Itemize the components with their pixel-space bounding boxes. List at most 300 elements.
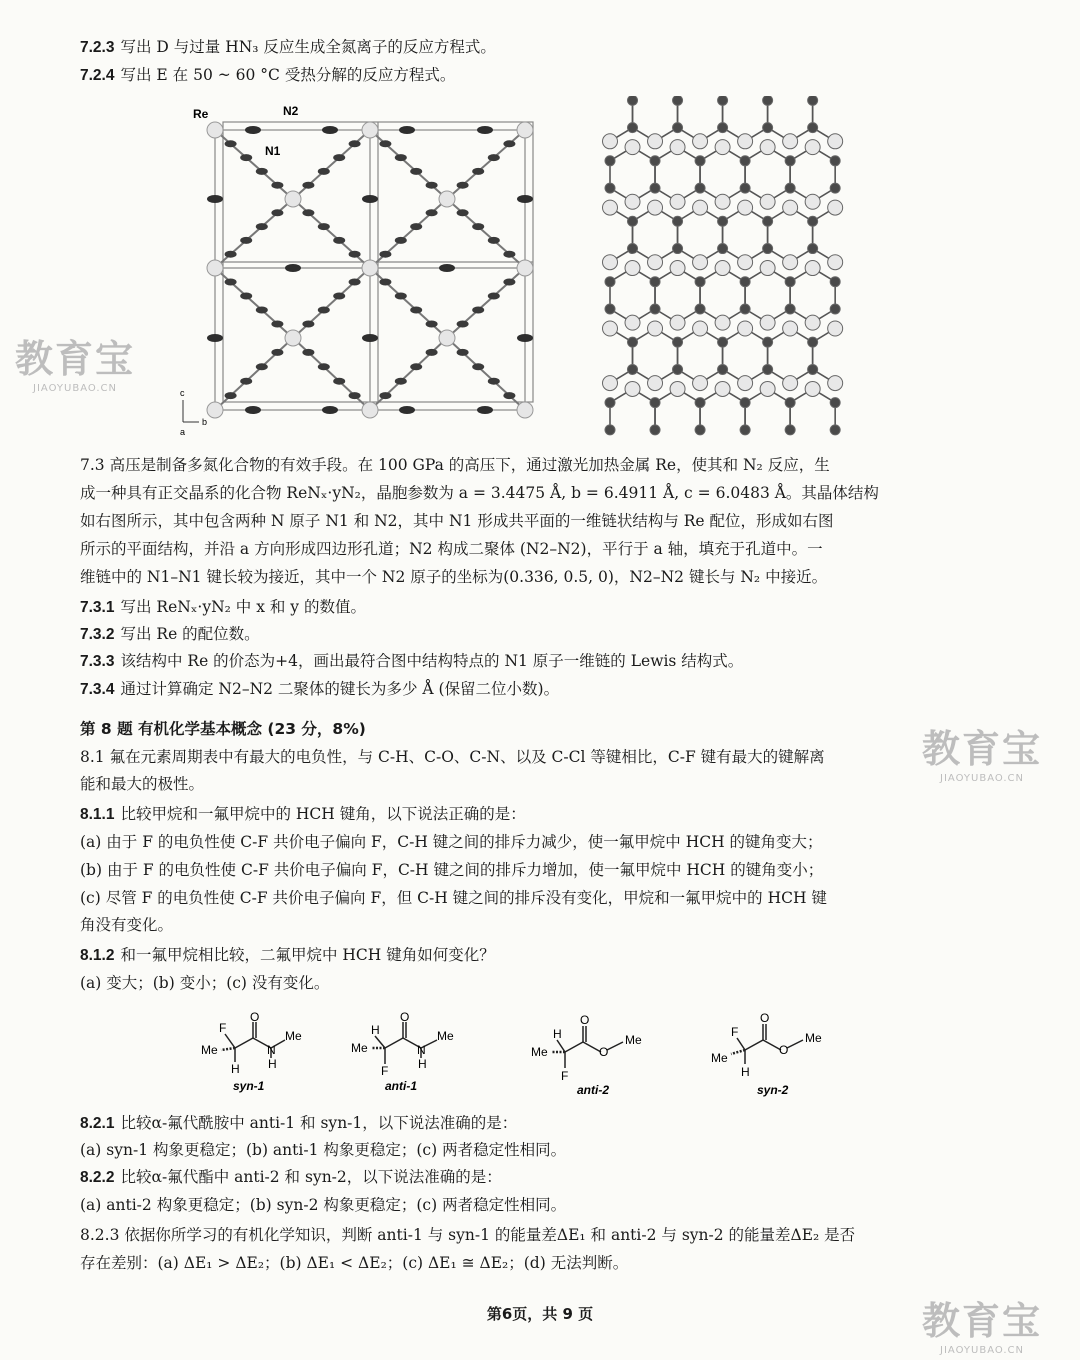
atom-me: Me [437,1029,454,1043]
n1-atom [472,307,484,314]
n1-chain-bond [293,268,370,338]
label-n2: N2 [283,104,299,118]
re-atom [805,381,820,396]
page-footer: 第6页，共 9 页 [486,1305,594,1323]
n1-atom [225,140,237,147]
options-8-2-2: (a) anti-2 构象更稳定；(b) syn-2 构象更稳定；(c) 两者稳定性相同。 [80,1196,567,1214]
n2-dimer [517,334,533,342]
watermark-text: 教育宝 [922,727,1043,771]
n1-atom [410,223,422,230]
n1-atom [605,304,615,314]
question-8-1-2 [80,942,985,969]
n1-atom [628,123,638,133]
re-atom [783,134,798,149]
n1-chain-bond [447,338,525,410]
n1-atom [673,123,683,133]
n1-atom [503,392,515,399]
n2-dimer [207,195,223,203]
n1-atom [488,378,500,385]
re-atom [285,330,301,346]
n1-atom [457,182,469,189]
n1-atom [650,183,660,193]
n1-atom [256,168,268,175]
para-7-3-line-3: 如右图所示，其中包含两种 N 原子 N1 和 N2，其中 N1 形成共平面的一维链状结构与 Re 配位，形成如右图 [80,512,834,530]
re-atom [805,140,820,155]
re-atom [693,376,708,391]
n1-chain-bond [370,130,447,199]
atom-me: Me [805,1031,822,1045]
molecule-name-syn-1: syn-1 [233,1079,265,1093]
watermark-left [15,328,135,394]
axis-b-label: b [202,417,208,427]
n1-atom [333,293,345,300]
re-atom [517,402,533,418]
n2-dimer [245,126,261,134]
re-atom [517,122,533,138]
atom-o: O [779,1043,789,1057]
axis-indicator [180,388,207,437]
question-text: 和一氟甲烷相比较，二氟甲烷中 HCH 键角如何变化？ [120,946,495,964]
atom-me: Me [285,1029,302,1043]
atom-o: O [400,1010,410,1024]
re-atom [738,321,753,336]
question-8-2-3-line-2: 存在差别：(a) ΔE₁ > ΔE₂；(b) ΔE₁ < ΔE₂；(c) ΔE₁ ≅ ΔE₂；(d) 无法判断。 [80,1254,629,1272]
n1-atom [318,307,330,314]
re-atom [828,134,843,149]
n1-chain-bond [215,268,293,338]
atom-h: H [553,1027,562,1041]
n1-atom [650,156,660,166]
n1-atom [271,349,283,356]
n2-dimer [322,126,338,134]
n1-atom [503,279,515,286]
re-atom [603,376,618,391]
re-atom [828,200,843,215]
re-atom [693,321,708,336]
n1-atom [785,398,795,408]
re-atom [207,260,223,276]
n1-atom [830,277,840,287]
n1-atom [740,156,750,166]
question-7-2-4 [80,62,985,89]
re-atom [828,255,843,270]
re-atom [738,255,753,270]
question-text: 写出 E 在 50 ~ 60 °C 受热分解的反应方程式。 [120,66,456,84]
question-7-3-4 [80,676,985,703]
re-atom [670,140,685,155]
atom-o: O [599,1045,609,1059]
molecule-syn-1 [201,1010,302,1093]
n1-atom [695,156,705,166]
option-8-1-1-c-cont: 角没有变化。 [80,916,174,934]
n1-chain-bond [293,338,370,410]
n1-atom [240,293,252,300]
re-atom [603,321,618,336]
re-atom [625,194,640,209]
re-atom [760,261,775,276]
re-atom [693,134,708,149]
question-number: 7.2.3 [80,39,115,56]
n1-atom [785,277,795,287]
question-number: 7.3.2 [80,626,115,643]
label-n1: N1 [265,144,281,158]
n1-atom [472,363,484,370]
option-8-1-1-c: (c) 尽管 F 的电负性使 C-F 共价电子偏向 F，但 C-H 键之间的排斥没有变化，甲烷和一氟甲烷中的 HCH 键 [80,889,827,907]
question-text: 写出 Re 的配位数。 [120,625,260,643]
re-atom [207,402,223,418]
watermark-url: JIAOYUBAO.CN [940,773,1024,784]
n2-dimer [285,264,301,272]
label-re: Re [193,107,209,121]
n1-atom [650,398,660,408]
options-8-2-1: (a) syn-1 构象更稳定；(b) anti-1 构象更稳定；(c) 两者稳定性相同。 [80,1141,567,1159]
question-text: 比较α-氟代酰胺中 anti-1 和 syn-1，以下说法准确的是： [120,1114,518,1132]
n1-chain-bond [370,338,447,410]
n1-atom [808,123,818,133]
n1-atom [488,293,500,300]
para-8-1-line-1: 8.1 氟在元素周期表中有最大的电负性，与 C-H、C-O、C-N、以及 C-Cl 等键相比，C-F 键有最大的键解离 [80,748,825,766]
re-atom [648,376,663,391]
n1-atom [605,183,615,193]
n1-atom [808,244,818,254]
atom-me: Me [351,1041,368,1055]
n2-dimer [439,264,455,272]
atom-h: H [231,1062,240,1076]
para-7-3-line-1: 7.3 高压是制备多氮化合物的有效手段。在 100 GPa 的高压下，通过激光加热金属 Re，使其和 N₂ 反应，生 [80,456,830,474]
re-atom [648,255,663,270]
n1-atom [740,183,750,193]
crystal-structure-figure [175,100,540,440]
re-atom [362,260,378,276]
atom-me: Me [625,1033,642,1047]
re-atom [715,381,730,396]
question-text: 比较甲烷和一氟甲烷中的 HCH 键角，以下说法正确的是： [120,805,526,823]
n1-chain-bond [370,199,447,268]
n1-atom [605,156,615,166]
n1-atom [379,392,391,399]
n1-atom [808,337,818,347]
n1-atom [673,364,683,374]
n1-atom [395,378,407,385]
n1-atom [695,425,705,435]
n2-dimer [362,195,378,203]
question-8-2-3-line-1: 8.2.3 依据你所学习的有机化学知识，判断 anti-1 与 syn-1 的能量差ΔE₁ 和 anti-2 与 syn-2 的能量差ΔE₂ 是否 [80,1226,856,1244]
re-atom [285,191,301,207]
question-7-3-2 [80,621,985,648]
n1-atom [302,182,314,189]
molecule-name-anti-1: anti-1 [385,1079,418,1093]
re-atom [715,315,730,330]
options-8-1-2: (a) 变大；(b) 变小；(c) 没有变化。 [80,974,330,992]
re-atom [670,261,685,276]
atom-f: F [731,1025,739,1039]
n2-dimer [362,334,378,342]
n1-atom [349,251,361,258]
n1-atom [271,182,283,189]
n1-atom [695,277,705,287]
n1-atom [379,279,391,286]
n2-dimer [477,126,493,134]
re-atom [783,376,798,391]
atom-h: H [371,1023,380,1037]
atom-f: F [561,1069,569,1083]
n1-atom [695,398,705,408]
n2-dimer [399,126,415,134]
n1-atom [426,182,438,189]
n1-atom [763,216,773,226]
re-atom [625,315,640,330]
n1-atom [240,378,252,385]
re-atom [207,122,223,138]
n1-atom [379,251,391,258]
watermark-url: JIAOYUBAO.CN [33,383,117,394]
n1-atom [256,363,268,370]
n1-atom [785,425,795,435]
n1-atom [763,96,773,105]
question-text: 该结构中 Re 的价态为+4，画出最符合图中结构特点的 N1 原子一维链的 Lewis 结构式。 [120,652,744,670]
re-atom [715,194,730,209]
n1-atom [785,183,795,193]
n1-atom [410,168,422,175]
re-atom [648,321,663,336]
n1-atom [718,244,728,254]
n1-atom [318,363,330,370]
molecule-anti-1 [351,1010,454,1093]
re-atom [670,381,685,396]
atom-o: O [250,1010,260,1024]
n1-atom [379,140,391,147]
n1-atom [256,307,268,314]
re-atom [693,200,708,215]
molecule-syn-2 [711,1011,822,1097]
n1-chain-bond [215,199,293,268]
watermark-text: 教育宝 [922,1299,1043,1343]
re-atom [603,255,618,270]
re-atom [828,321,843,336]
n1-atom [808,96,818,105]
question-text: 写出 D 与过量 HN₃ 反应生成全氮离子的反应方程式。 [120,38,496,56]
n1-atom [718,337,728,347]
re-atom [738,376,753,391]
n2-dimer [517,195,533,203]
n1-atom [628,364,638,374]
re-atom [760,194,775,209]
n1-atom [763,364,773,374]
n1-atom [763,123,773,133]
question-7-3-1 [80,594,985,621]
re-atom [805,194,820,209]
re-atom [760,315,775,330]
n1-atom [740,304,750,314]
re-atom [715,140,730,155]
re-atom [625,140,640,155]
n1-atom [830,398,840,408]
n1-atom [302,349,314,356]
option-8-1-1-a: (a) 由于 F 的电负性使 C-F 共价电子偏向 F，C-H 键之间的排斥力减少，使一氟甲烷中 HCH 的键角变大； [80,833,823,851]
n1-atom [426,349,438,356]
n1-chain-bond [447,199,525,268]
n1-chain-bond [293,130,370,199]
n1-chain-bond [293,199,370,268]
n2-dimer [207,334,223,342]
n1-atom [426,209,438,216]
atom-o: O [580,1013,590,1027]
atom-n: N [417,1043,426,1057]
n1-atom [503,251,515,258]
n1-atom [740,398,750,408]
n1-atom [472,168,484,175]
section-8-title: 第 8 题 有机化学基本概念 (23 分，8%) [80,720,366,738]
n1-atom [488,154,500,161]
crystal-structure-diagram [175,100,540,440]
re-atom [362,402,378,418]
n1-atom [333,154,345,161]
option-8-1-1-b: (b) 由于 F 的电负性使 C-F 共价电子偏向 F，C-H 键之间的排斥力增加，使一氟甲烷中 HCH 的键角变小； [80,861,824,879]
n1-atom [830,183,840,193]
n1-atom [225,392,237,399]
n1-atom [318,168,330,175]
n1-atom [333,378,345,385]
n1-atom [605,425,615,435]
atom-f: F [219,1021,227,1035]
n1-atom [650,304,660,314]
atom-h: H [741,1065,750,1079]
axis-a-label: a [180,427,186,437]
question-number: 7.2.4 [80,67,115,84]
re-atom [603,134,618,149]
n1-atom [349,279,361,286]
question-text: 写出 ReNₓ·yN₂ 中 x 和 y 的数值。 [120,598,366,616]
question-8-2-2 [80,1164,985,1191]
molecule-diagram [195,1010,835,1105]
re-atom [760,140,775,155]
n1-atom [785,304,795,314]
re-atom [783,255,798,270]
molecule-name-syn-2: syn-2 [757,1083,789,1097]
re-atom [625,261,640,276]
re-atom [828,376,843,391]
question-text: 比较α-氟代酯中 anti-2 和 syn-2，以下说法准确的是： [120,1168,502,1186]
n1-atom [628,216,638,226]
n1-atom [225,251,237,258]
n1-atom [830,156,840,166]
n1-atom [395,293,407,300]
n1-atom [673,337,683,347]
question-number: 7.3.1 [80,599,115,616]
re-atom [670,194,685,209]
n1-atom [830,425,840,435]
n1-atom [785,156,795,166]
atom-me: Me [201,1043,218,1057]
molecule-structures [195,1010,835,1105]
re-atom [603,200,618,215]
n1-chain-bond [215,338,293,410]
re-atom [648,134,663,149]
question-7-3-3 [80,648,985,675]
n1-atom [395,154,407,161]
atom-n: N [267,1043,276,1057]
n1-atom [503,140,515,147]
n1-atom [395,237,407,244]
re-atom [648,200,663,215]
para-7-3-line-2: 成一种具有正交晶系的化合物 ReNₓ·yN₂，晶胞参数为 a = 3.4475 Å, b = 6.4911 Å, c = 6.0483 Å。其晶体结构 [80,484,879,502]
n1-atom [271,321,283,328]
n1-atom [650,277,660,287]
atom-me: Me [531,1045,548,1059]
re-atom [693,255,708,270]
re-atom [805,315,820,330]
n2-dimer [477,406,493,414]
n1-atom [426,321,438,328]
n1-atom [763,244,773,254]
re-atom [439,330,455,346]
re-atom [738,134,753,149]
n1-chain-bond [447,268,525,338]
n1-atom [628,96,638,105]
n1-atom [349,140,361,147]
question-number: 8.1.2 [80,947,115,964]
n1-atom [472,223,484,230]
n1-atom [718,123,728,133]
n1-atom [718,364,728,374]
planar-network-diagram [590,96,850,441]
question-number: 7.3.4 [80,681,115,698]
para-7-3-line-4: 所示的平面结构，并沿 a 方向形成四边形孔道；N2 构成二聚体 (N2–N2)，平行于 a 轴，填充于孔道中。一 [80,540,823,558]
n1-atom [695,183,705,193]
n2-dimer [399,406,415,414]
watermark-url: JIAOYUBAO.CN [940,1345,1024,1356]
n1-atom [650,425,660,435]
n1-atom [673,216,683,226]
re-atom [738,200,753,215]
n1-atom [718,216,728,226]
n1-atom [740,425,750,435]
n1-atom [457,321,469,328]
re-atom [439,191,455,207]
re-atom [715,261,730,276]
n1-atom [740,277,750,287]
question-text: 通过计算确定 N2–N2 二聚体的键长为多少 Å (保留二位小数)。 [120,680,560,698]
n1-atom [808,216,818,226]
n1-atom [302,209,314,216]
n1-atom [605,398,615,408]
n1-atom [718,96,728,105]
atom-h: H [268,1057,277,1071]
atom-f: F [381,1064,389,1078]
network-atoms [603,96,843,435]
n1-chain-bond [447,130,525,199]
n1-atom [333,237,345,244]
re-atom [783,200,798,215]
n1-atom [673,244,683,254]
n1-atom [225,279,237,286]
question-number: 8.2.1 [80,1115,115,1132]
re-atom [362,122,378,138]
n1-atom [457,349,469,356]
question-number: 8.1.1 [80,806,115,823]
n1-atom [457,209,469,216]
n1-atom [628,337,638,347]
n1-atom [256,223,268,230]
n1-chain-bond [215,130,293,199]
n1-atom [763,337,773,347]
n1-atom [628,244,638,254]
n1-atom [302,321,314,328]
atom-h: H [418,1057,427,1071]
planar-network-figure [590,96,850,441]
molecule-anti-2 [531,1013,642,1097]
re-atom [517,260,533,276]
